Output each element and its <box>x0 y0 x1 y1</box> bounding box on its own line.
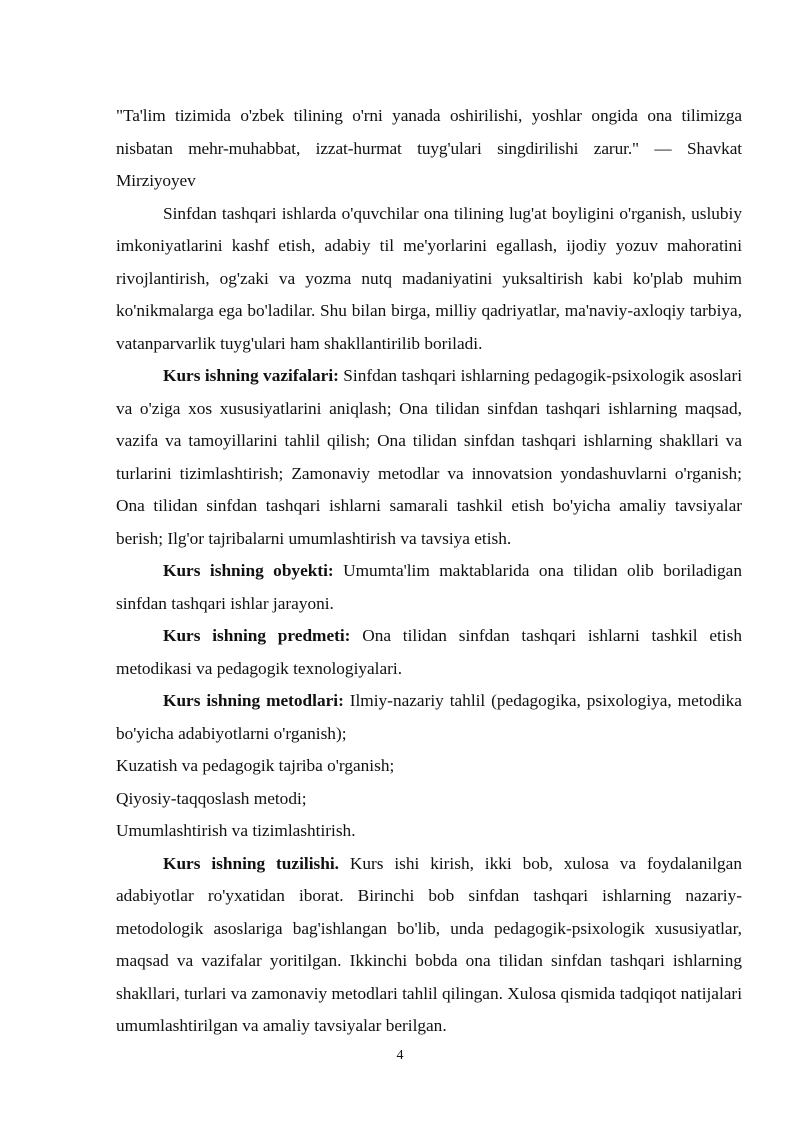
methods-item: Umumlashtirish va tizimlashtirish. <box>116 821 356 840</box>
methods-item: Kuzatish va pedagogik tajriba o'rganish; <box>116 756 395 775</box>
structure-label: Kurs ishning tuzilishi. <box>163 853 339 873</box>
methods-paragraph <box>116 685 742 750</box>
structure-paragraph <box>116 848 742 1043</box>
object-paragraph <box>116 555 742 620</box>
structure-text: Kurs ishi kirish, ikki bob, xulosa va foydalanilgan adabiyotlar ro'yxatidan iborat. Birinchi bob sinfdan tashqari ishlarning nazariy-metodologik asoslariga bag'ishlangan bo'lib, unda pedagogik-psixologik xususiyatlar, maqsad va vazifalar yoritilgan. Ikkinchi bobda ona tilidan sinfdan tashqari ishlarning shakllari, turlari va zamonaviy metodlari tahlil qilingan. Xulosa qismida tadqiqot natijalari umumlashtirilgan va amaliy tavsiyalar berilgan. <box>116 853 742 1035</box>
tasks-label: Kurs ishning vazifalari: <box>163 366 339 385</box>
page-number: 4 <box>396 1048 404 1063</box>
quote-paragraph: "Ta'lim tizimida o'zbek tilining o'rni yanada oshirilishi, yoshlar ongida ona tilimizga nisbatan mehr-muhabbat, izzat-hurmat tuyg'ulari singdirilishi zarur." — Shavkat Mirziyoyev <box>116 106 742 190</box>
tasks-text: Sinfdan tashqari ishlarning pedagogik-psixologik asoslari va o'ziga xos xususiyatlarini aniqlash; Ona tilidan sinfdan tashqari ishlarning maqsad, vazifa va tamoyillarini tahlil qilish; Ona tilidan sinfdan tashqari ishlarning shakllari va turlarini tizimlashtirish; Zamonaviy metodlar va innovatsion yondashuvlarni o'rganish; Ona tilidan sinfdan tashqari ishlarni samarali tashkil etish bo'yicha amaliy tavsiyalar berish; Ilg'or tajribalarni umumlashtirish va tavsiya etish. <box>116 366 742 548</box>
object-text: Umumta'lim maktablarida ona tilidan olib boriladigan sinfdan tashqari ishlar jarayoni. <box>116 561 742 613</box>
subject-label: Kurs ishning predmeti: <box>163 626 351 645</box>
methods-label: Kurs ishning metodlari: <box>163 691 344 710</box>
methods-text: Ilmiy-nazariy tahlil (pedagogika, psixologiya, metodika bo'yicha adabiyotlarni o'rganish); <box>116 691 742 743</box>
intro-paragraph: Sinfdan tashqari ishlarda o'quvchilar ona tilining lug'at boyligini o'rganish, uslubiy imkoniyatlarini kashf etish, adabiy til me'yorlarini egallash, ijodiy yozuv mahoratini rivojlantirish, og'zaki va yozma nutq madaniyatini yuksaltirish kabi ko'plab muhim ko'nikmalarga ega bo'ladilar. Shu bilan birga, milliy qadriyatlar, ma'naviy-axloqiy tarbiya, vatanparvarlik tuyg'ulari ham shakllantirilib boriladi. <box>116 203 742 353</box>
subject-text: Ona tilidan sinfdan tashqari ishlarni tashkil etish metodikasi va pedagogik texnologiyalari. <box>116 626 742 678</box>
object-label: Kurs ishning obyekti: <box>163 561 334 580</box>
subject-paragraph <box>116 620 742 685</box>
methods-item: Qiyosiy-taqqoslash metodi; <box>116 788 307 808</box>
tasks-paragraph <box>116 360 742 555</box>
